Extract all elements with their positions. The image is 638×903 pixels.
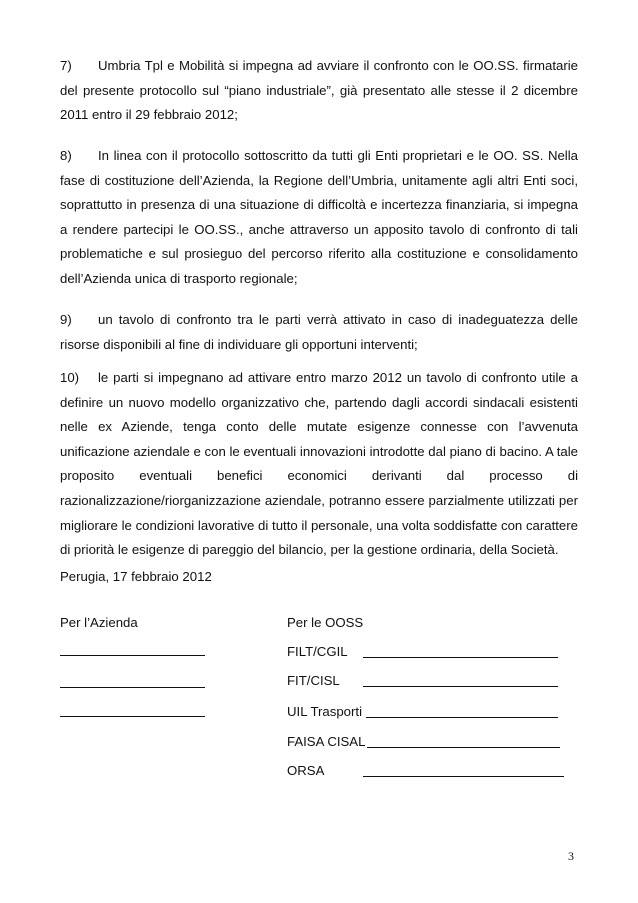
union-label: FAISA CISAL [287, 734, 366, 749]
paragraph-10 [60, 366, 578, 563]
paragraph-9 [60, 308, 578, 357]
union-signature-line [367, 747, 560, 748]
paragraph-number: 9) [60, 312, 72, 327]
page-number: 3 [568, 849, 574, 863]
union-signature-line [363, 776, 564, 777]
paragraph-number: 8) [60, 148, 72, 163]
union-signature-line [366, 717, 558, 718]
paragraph-text: un tavolo di confronto tra le parti verrà attivato in caso di inadeguatezza delle risorse disponibili al fine di individuare gli opportuni interventi; [60, 312, 578, 352]
union-label: FILT/CGIL [287, 644, 348, 659]
paragraph-7 [60, 54, 578, 128]
paragraph-number: 10) [60, 370, 80, 385]
company-signature-heading: Per l’Azienda [60, 615, 138, 630]
union-label: ORSA [287, 763, 325, 778]
union-signature-line [363, 686, 558, 687]
union-label: FIT/CISL [287, 673, 340, 688]
paragraph-text: Umbria Tpl e Mobilità si impegna ad avviare il confronto con le OO.SS. firmatarie del presente protocollo sul “piano industriale”, già presentato alle stesse il 2 dicembre 2011 entro il 29 febbraio 2012; [60, 58, 578, 123]
unions-signature-heading: Per le OOSS [287, 615, 364, 630]
paragraph-8 [60, 144, 578, 292]
paragraph-text: le parti si impegnano ad attivare entro marzo 2012 un tavolo di confronto utile a definire un nuovo modello organizzativo che, partendo dagli accordi sindacali esistenti nelle ex Aziende, tenga conto delle mutate esigenze connesse con l’avvenuta unificazione aziendale e con le eventuali innovazioni introdotte dal piano di bacino. A tale proposito eventuali benefici economici derivanti dal processo di razionalizzazione/riorganizzazione aziendale, potranno essere parzialmente utilizzati per migliorare le condizioni lavorative di tutto il personale, una volta soddisfatte con carattere di priorità le esigenze di pareggio del bilancio, per la gestione ordinaria, della Società. [60, 370, 578, 558]
company-signature-line [60, 716, 205, 717]
paragraph-text: In linea con il protocollo sottoscritto da tutti gli Enti proprietari e le OO. SS. Nella fase di costituzione dell’Azienda, la Regione dell’Umbria, unitamente agli altri Enti soci, soprattutto in presenza di una situazione di difficoltà e incertezza finanziaria, si impegna a rendere partecipi le OO.SS., anche attraverso un apposito tavolo di confronto di tali problematiche e sul prosieguo del percorso riferito alla costituzione e consolidamento dell’Azienda unica di trasporto regionale; [60, 148, 578, 286]
paragraph-number: 7) [60, 58, 72, 73]
company-signature-line [60, 687, 205, 688]
place-and-date: Perugia, 17 febbraio 2012 [60, 569, 212, 584]
union-signature-line [363, 657, 558, 658]
company-signature-line [60, 655, 205, 656]
union-label: UIL Trasporti [287, 704, 362, 719]
